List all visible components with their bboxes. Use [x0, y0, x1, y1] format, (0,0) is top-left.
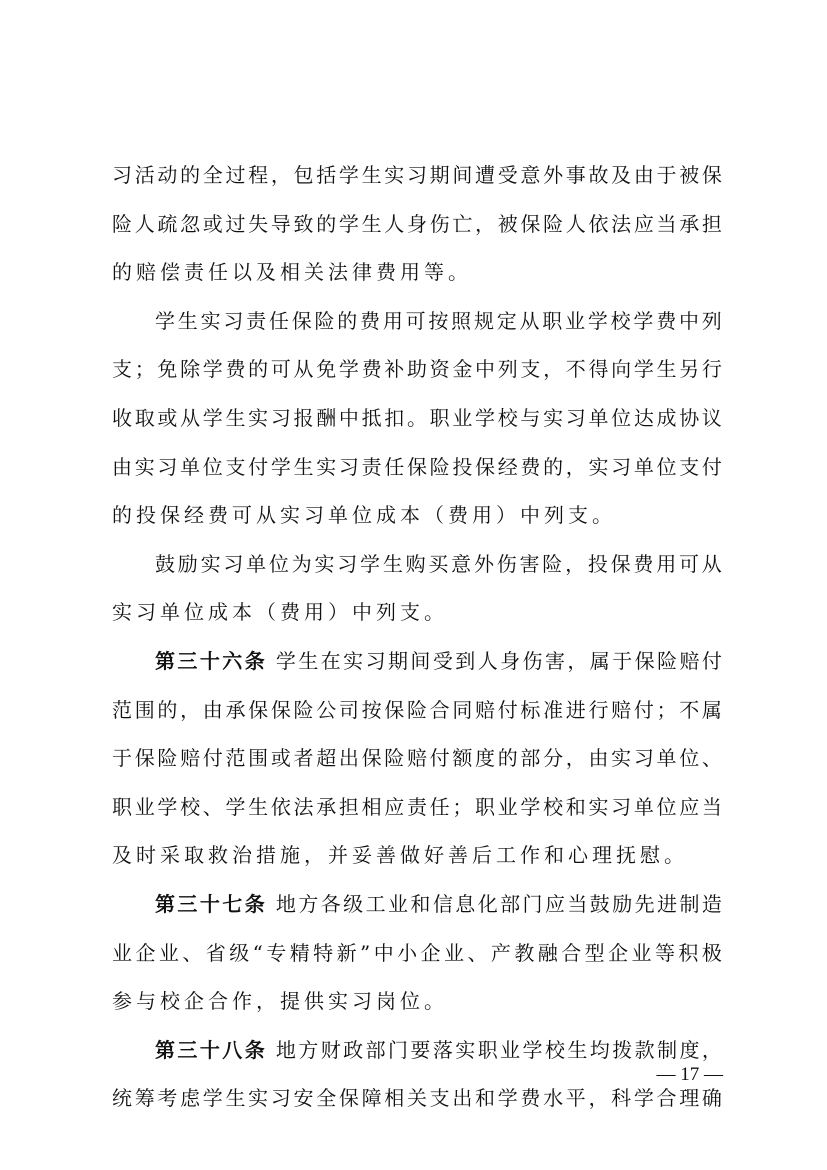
document-body — [112, 151, 722, 1123]
text-line: 支 ； 免 除 学 费 的 可 从 免 学 费 补 助 资 金 中 列 支 ， 不 得 向 学 生 另 行 — [112, 357, 722, 382]
text-line: 范 围 的 ， 由 承 保 保 险 公 司 按 保 险 合 同 赔 付 标 准 进 行 赔 付 ； 不 属 — [112, 697, 722, 722]
text-line: 习 活 动 的 全 过 程 ， 包 括 学 生 实 习 期 间 遭 受 意 外 事 故 及 由 于 被 保 — [112, 163, 722, 187]
text-line: 的 赔 偿 责 任 以 及 相 关 法 律 费 用 等 。 — [112, 260, 472, 285]
text-line: 及 时 采 取 救 治 措 施 ， 并 妥 善 做 好 善 后 工 作 和 心 理 抚 慰 。 — [112, 843, 688, 868]
text-line: 职 业 学 校 、 学 生 依 法 承 担 相 应 责 任 ； 职 业 学 校 和 实 习 单 位 应 当 — [112, 794, 722, 819]
text-line: 第 三 十 七 条 地 方 各 级 工 业 和 信 息 化 部 门 应 当 鼓 励 先 进 制 造 — [155, 891, 722, 916]
text-line: 由 实 习 单 位 支 付 学 生 实 习 责 任 保 险 投 保 经 费 的 ， 实 习 单 位 支 付 — [112, 454, 722, 479]
text-line: 业 企 业 、 省 级 “ 专 精 特 新 ” 中 小 企 业 、 产 教 融 合 型 企 业 等 积 极 — [112, 940, 722, 965]
text-line: 学 生 实 习 责 任 保 险 的 费 用 可 按 照 规 定 从 职 业 学 校 学 费 中 列 — [155, 308, 722, 333]
text-line: 于 保 险 赔 付 范 围 或 者 超 出 保 险 赔 付 额 度 的 部 分 ， 由 实 习 单 位 、 — [112, 746, 722, 771]
page-number: — 17 — — [656, 1064, 723, 1085]
text-line: 鼓 励 实 习 单 位 为 实 习 学 生 购 买 意 外 伤 害 险 ， 投 保 费 用 可 从 — [155, 551, 722, 576]
text-line: 参 与 校 企 合 作 ， 提 供 实 习 岗 位 。 — [112, 989, 448, 1014]
text-line: 险 人 疏 忽 或 过 失 导 致 的 学 生 人 身 伤 亡 ， 被 保 险 人 依 法 应 当 承 担 — [112, 211, 722, 236]
text-line: 统 筹 考 虑 学 生 实 习 安 全 保 障 相 关 支 出 和 学 费 水 平 ， 科 学 合 理 确 — [112, 1086, 722, 1111]
text-line: 的 投 保 经 费 可 从 实 习 单 位 成 本 （ 费 用 ） 中 列 支 。 — [112, 503, 616, 528]
text-line: 第 三 十 八 条 地 方 财 政 部 门 要 落 实 职 业 学 校 生 均 拨 款 制 度 ， — [155, 1037, 722, 1062]
text-line: 第 三 十 六 条 学 生 在 实 习 期 间 受 到 人 身 伤 害 ， 属 于 保 险 赔 付 — [155, 648, 722, 673]
text-line: 实 习 单 位 成 本 （ 费 用 ） 中 列 支 。 — [112, 600, 448, 625]
text-line: 收 取 或 从 学 生 实 习 报 酬 中 抵 扣 。 职 业 学 校 与 实 习 单 位 达 成 协 议 — [112, 405, 722, 430]
